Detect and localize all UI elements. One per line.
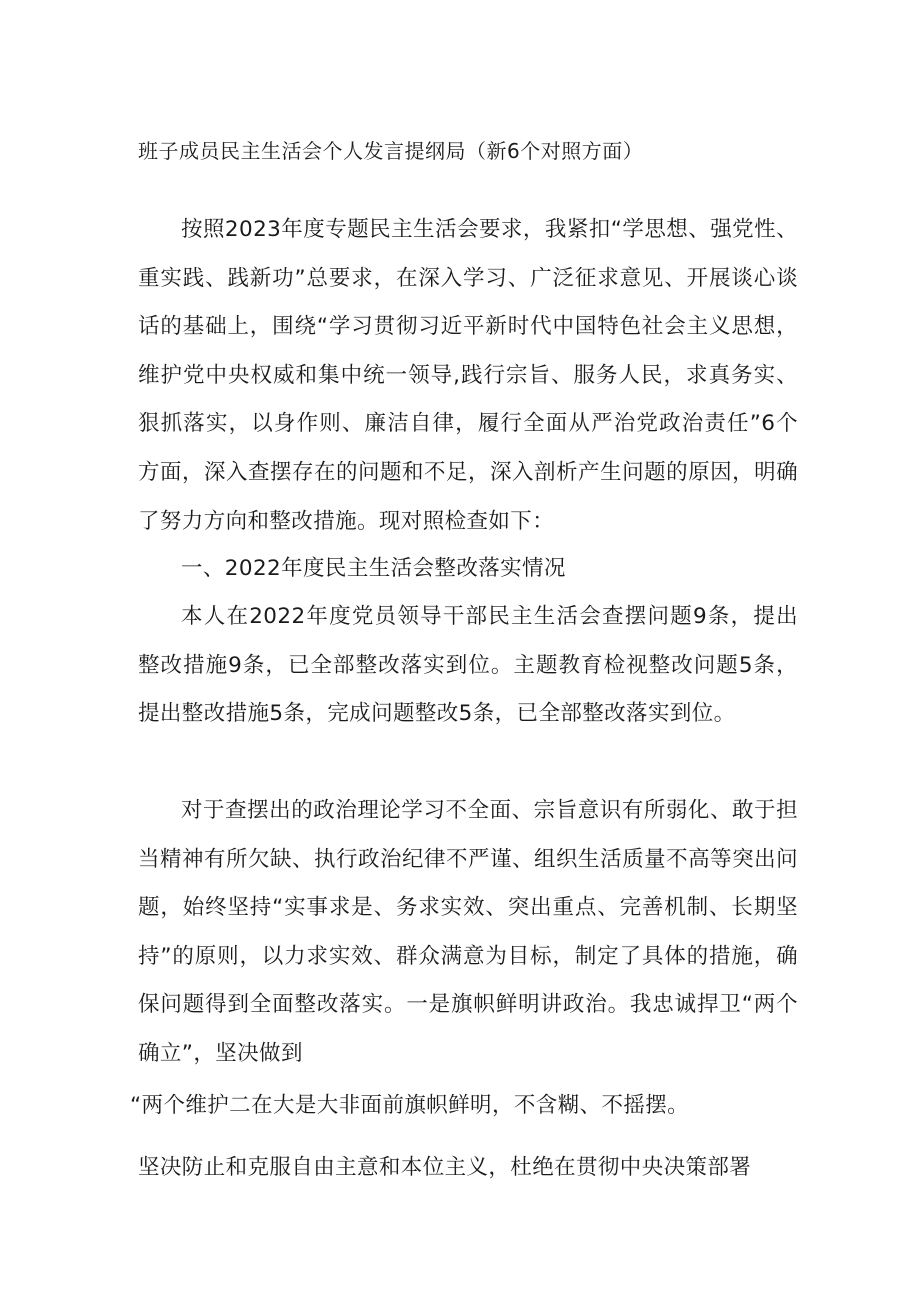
rectification-paragraph: 本人在2022年度党员领导干部民主生活会查摆问题9条，提出整改措施9条，已全部整改落实到位。主题教育检视整改问题5条，提出整改措施5条，完成问题整改5条，已全部整改落实到位。 <box>138 604 798 727</box>
continuation-line-1: “两个维护二在大是大非面前旗帜鲜明，不含糊、不摇摆。 <box>130 1093 690 1118</box>
continuation-line-2: 坚决防止和克服自由主意和本位主义，杜绝在贯彻中央决策部署 <box>138 1155 752 1180</box>
section-heading: 一、2022年度民主生活会整改落实情况 <box>181 556 566 581</box>
measures-paragraph: 对于查摆出的政治理论学习不全面、宗旨意识有所弱化、敢于担当精神有所欠缺、执行政治纪律不严谨、组织生活质量不高等突出问题，始终坚持“实事求是、务求实效、突出重点、完善机制、长期坚持”的原则，以力求实效、群众满意为目标，制定了具体的措施，确保问题得到全面整改落实。一是旗帜鲜明讲政治。我忠诚捍卫“两个确立”，坚决做到 <box>138 798 798 1066</box>
document-title: 班子成员民主生活会个人发言提纲局（新6个对照方面） <box>138 139 644 163</box>
intro-paragraph: 按照2023年度专题民主生活会要求，我紧扣“学思想、强党性、重实践、践新功”总要求，在深入学习、广泛征求意见、开展谈心谈话的基础上，围绕“学习贯彻习近平新时代中国特色社会主义思想，维护党中央权威和集中统一领导,践行宗旨、服务人民，求真务实、狠抓落实，以身作则、廉洁自律，履行全面从严治党政治责任”6个方面，深入查摆存在的问题和不足，深入剖析产生问题的原因，明确了努力方向和整改措施。现对照检查如下： <box>138 217 798 534</box>
